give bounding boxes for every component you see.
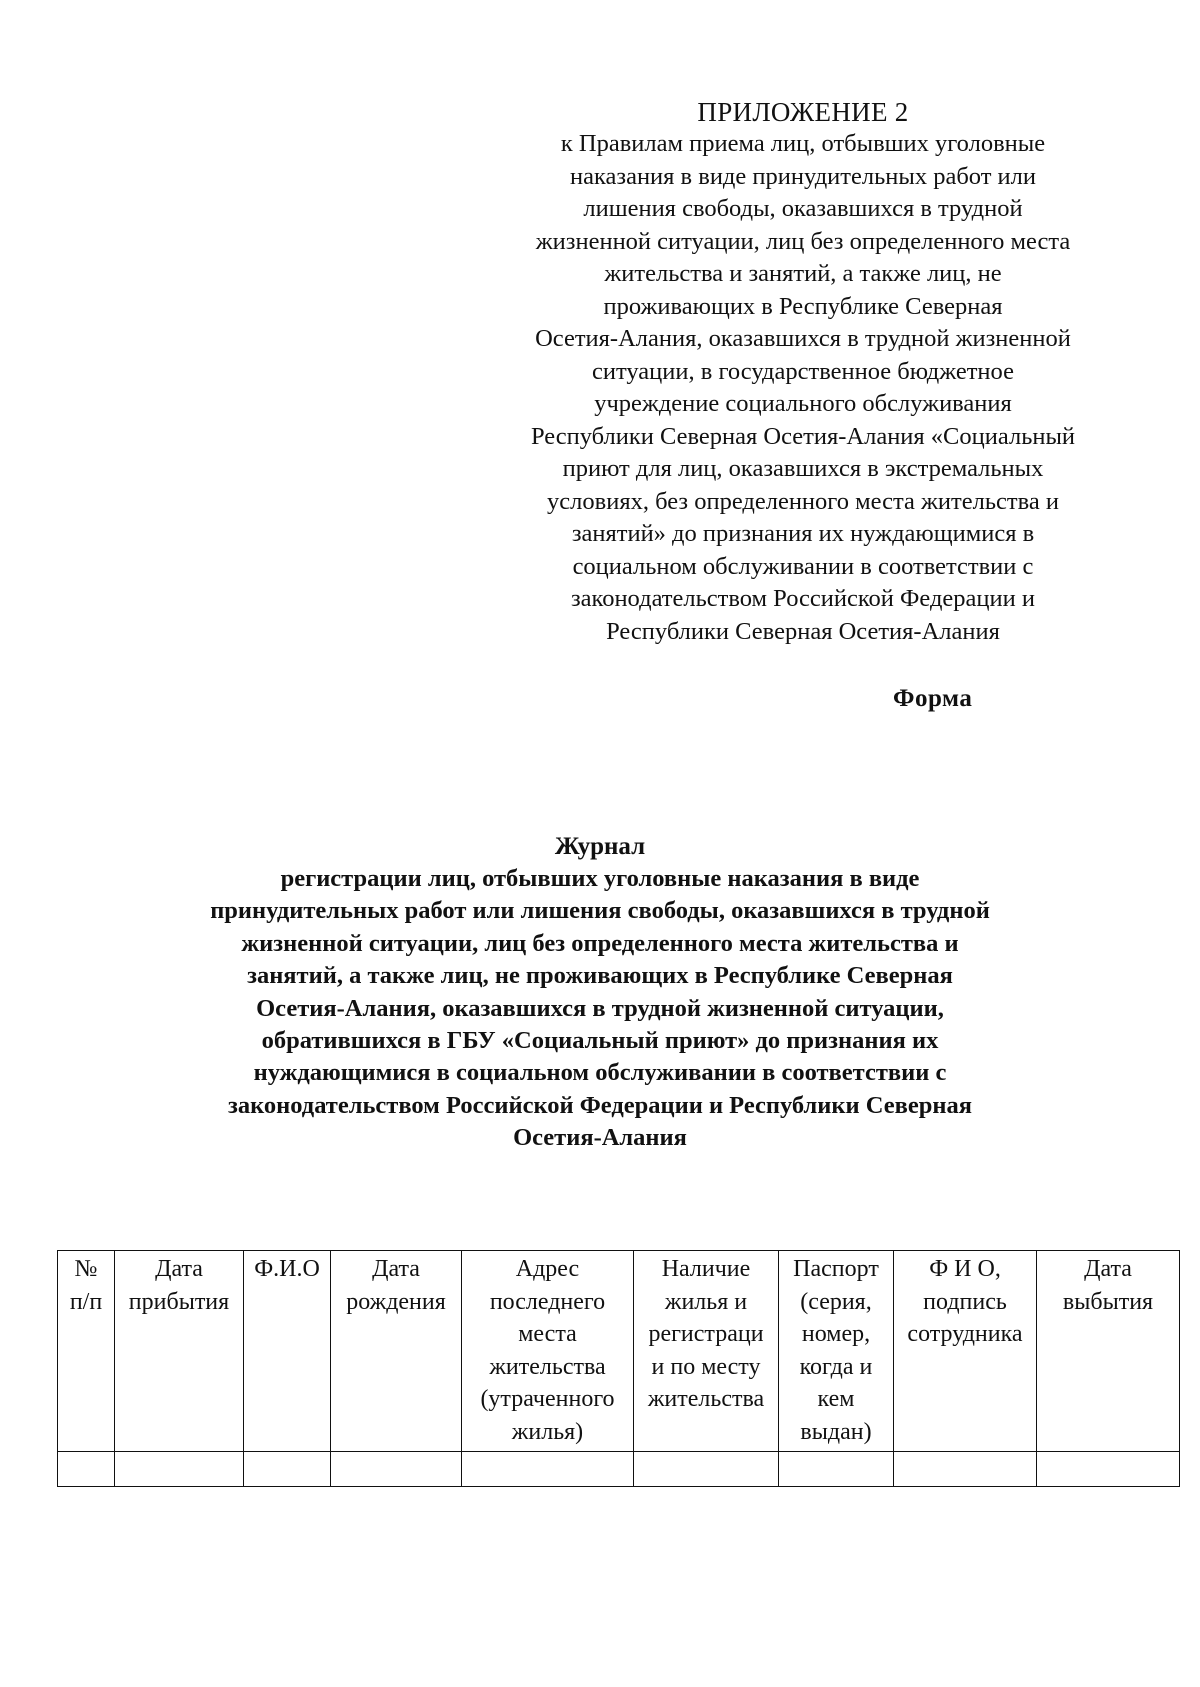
journal-subtitle-line: Осетия-Алания, оказавшихся в трудной жизненной ситуации, — [256, 994, 944, 1022]
journal-title: Журнал — [554, 833, 646, 860]
journal-subtitle-line: жизненной ситуации, лиц без определенного места жительства и — [241, 929, 959, 957]
journal-subtitle-line: занятий, а также лиц, не проживающих в Республике Северная — [247, 962, 953, 990]
appendix-line: приют для лиц, оказавшихся в экстремальных — [562, 455, 1044, 482]
table-row — [58, 1452, 1180, 1487]
table-cell — [115, 1452, 244, 1487]
appendix-line: условиях, без определенного места жительства и — [547, 487, 1059, 515]
appendix-line: Республики Северная Осетия-Алания «Социальный — [530, 422, 1076, 450]
column-header-last-address: Адрес последнего места жительства (утраченного жилья) — [462, 1251, 634, 1452]
form-label: Форма — [893, 685, 973, 712]
table-cell — [779, 1452, 894, 1487]
appendix-line: социальном обслуживании в соответствии с — [572, 552, 1034, 580]
journal-subtitle-line: принудительных работ или лишения свободы, оказавшихся в трудной — [210, 897, 990, 925]
journal-subtitle-line: Осетия-Алания — [513, 1124, 687, 1152]
appendix-title: ПРИЛОЖЕНИЕ 2 — [697, 97, 909, 127]
table-cell — [634, 1452, 779, 1487]
appendix-line: занятий» до признания их нуждающимися в — [571, 520, 1035, 547]
journal-subtitle-line: обратившихся в ГБУ «Социальный приют» до признания их — [261, 1027, 939, 1055]
appendix-line: наказания в виде принудительных работ или — [570, 162, 1036, 190]
appendix-line: проживающих в Республике Северная — [603, 292, 1003, 320]
appendix-line: жительства и занятий, а также лиц, не — [604, 260, 1002, 287]
appendix-line: Республики Северная Осетия-Алания — [606, 617, 1000, 645]
appendix-line: Осетия-Алания, оказавшихся в трудной жизненной — [535, 325, 1071, 352]
column-header-number: № п/п — [58, 1251, 115, 1452]
journal-subtitle-line: нуждающимися в социальном обслуживании в соответствии с — [253, 1059, 947, 1087]
column-header-departure-date: Дата выбытия — [1037, 1251, 1180, 1452]
appendix-line: лишения свободы, оказавшихся в трудной — [583, 195, 1023, 222]
column-header-full-name: Ф.И.О — [244, 1251, 331, 1452]
registration-table — [57, 1250, 1180, 1487]
journal-heading — [100, 831, 1100, 1155]
appendix-block — [478, 96, 1128, 648]
table-header-row — [58, 1251, 1180, 1452]
appendix-line: жизненной ситуации, лиц без определенного места — [535, 227, 1071, 255]
appendix-line: учреждение социального обслуживания — [594, 390, 1012, 417]
column-header-arrival-date: Дата прибытия — [115, 1251, 244, 1452]
table-cell — [58, 1452, 115, 1487]
table-cell — [244, 1452, 331, 1487]
table-cell — [331, 1452, 462, 1487]
column-header-passport: Паспорт (серия, номер, когда и кем выдан) — [779, 1251, 894, 1452]
appendix-line: законодательством Российской Федерации и — [570, 585, 1035, 612]
table-cell — [1037, 1452, 1180, 1487]
table-cell — [462, 1452, 634, 1487]
column-header-housing-registration: Наличие жилья и регистраци и по месту жительства — [634, 1251, 779, 1452]
column-header-staff-signature: Ф И О, подпись сотрудника — [894, 1251, 1037, 1452]
table-cell — [894, 1452, 1037, 1487]
column-header-birth-date: Дата рождения — [331, 1251, 462, 1452]
journal-subtitle-line: регистрации лиц, отбывших уголовные наказания в виде — [280, 865, 920, 892]
journal-subtitle-line: законодательством Российской Федерации и Республики Северная — [228, 1091, 972, 1119]
appendix-line: к Правилам приема лиц, отбывших уголовные — [560, 130, 1046, 157]
appendix-line: ситуации, в государственное бюджетное — [592, 357, 1014, 385]
